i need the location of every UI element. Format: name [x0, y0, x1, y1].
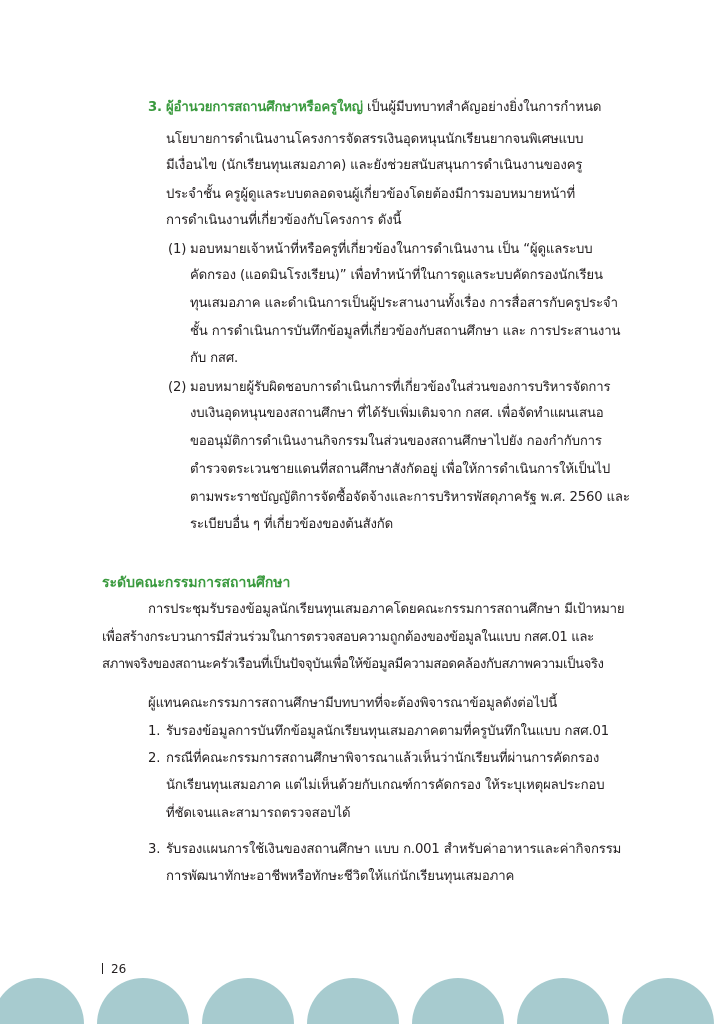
committee-paragraph-line: เพื่อสร้างกระบวนการมีส่วนร่วมในการตรวจสอบความถูกต้องของข้อมูลในแบบ กสศ.01 และ: [102, 630, 594, 645]
page-number-text: 26: [111, 962, 127, 976]
sub-item-2-line: ตำรวจตระเวนชายแดนที่สถานศึกษาสังกัดอยู่ เพื่อให้การดำเนินการให้เป็นไป: [190, 462, 611, 477]
footer-circle: [412, 978, 504, 1024]
list-item-marker: 2.: [148, 751, 161, 766]
section-3-line-3: มีเงื่อนไข (นักเรียนทุนเสมอภาค) และยังช่วยสนับสนุนการดำเนินงานของครู: [166, 158, 583, 173]
footer-circle: [0, 978, 84, 1024]
footer-circle: [517, 978, 609, 1024]
committee-paragraph-line: การประชุมรับรองข้อมูลนักเรียนทุนเสมอภาคโดยคณะกรรมการสถานศึกษา มีเป้าหมาย: [148, 602, 625, 617]
sub-item-2-line: ตามพระราชบัญญัติการจัดซื้อจัดจ้างและการบริหารพัสดุภาครัฐ พ.ศ. 2560 และ: [190, 490, 630, 505]
section-3-line-2: นโยบายการดำเนินงานโครงการจัดสรรเงินอุดหนุนนักเรียนยากจนพิเศษแบบ: [166, 132, 584, 147]
list-item-line: ที่ชัดเจนและสามารถตรวจสอบได้: [166, 806, 351, 821]
sub-item-1-line: มอบหมายเจ้าหน้าที่หรือครูที่เกี่ยวข้องในการดำเนินงาน เป็น “ผู้ดูแลระบบ: [190, 242, 593, 257]
committee-paragraph-line: สภาพจริงของสถานะครัวเรือนที่เป็นปัจจุบันเพื่อให้ข้อมูลมีความสอดคล้องกับสภาพความเป็นจริง: [102, 657, 604, 672]
sub-item-2-line: งบเงินอุดหนุนของสถานศึกษา ที่ได้รับเพิ่มเติมจาก กสศ. เพื่อจัดทำแผนเสนอ: [190, 406, 604, 421]
page-number-divider: [102, 963, 103, 974]
list-item-marker: 1.: [148, 724, 161, 739]
page-number: [102, 962, 126, 976]
sub-item-1-line: กับ กสศ.: [190, 351, 239, 366]
section-3-title: ผู้อำนวยการสถานศึกษาหรือครูใหญ่: [165, 100, 363, 115]
sub-item-1-marker: (1): [168, 242, 187, 257]
list-item-line: รับรองแผนการใช้เงินของสถานศึกษา แบบ ก.001 สำหรับค่าอาหารและค่ากิจกรรม: [166, 842, 622, 857]
sub-item-1-line: ชั้น การดำเนินการบันทึกข้อมูลที่เกี่ยวข้องกับสถานศึกษา และ การประสานงาน: [190, 324, 621, 339]
sub-item-2-line: ระเบียบอื่น ๆ ที่เกี่ยวข้องของต้นสังกัด: [190, 517, 394, 532]
footer-circle: [97, 978, 189, 1024]
sub-item-2-marker: (2): [168, 380, 187, 395]
list-item-line: การพัฒนาทักษะอาชีพหรือทักษะชีวิตให้แก่นักเรียนทุนเสมอภาค: [166, 869, 515, 884]
list-item-marker: 3.: [148, 842, 161, 857]
sub-item-1-line: ทุนเสมอภาค และดำเนินการเป็นผู้ประสานงานทั้งเรื่อง การสื่อสารกับครูประจำ: [190, 296, 618, 311]
footer-circle: [307, 978, 399, 1024]
section-3-number: 3.: [148, 100, 162, 115]
list-item-line: กรณีที่คณะกรรมการสถานศึกษาพิจารณาแล้วเห็นว่านักเรียนที่ผ่านการคัดกรอง: [166, 751, 600, 766]
footer-circle: [622, 978, 714, 1024]
sub-item-1-line: คัดกรอง (แอดมินโรงเรียน)” เพื่อทำหน้าที่ในการดูแลระบบคัดกรองนักเรียน: [190, 268, 603, 283]
section-3-line-1: [148, 100, 601, 116]
list-item-line: นักเรียนทุนเสมอภาค แต่ไม่เห็นด้วยกับเกณฑ์การคัดกรอง ให้ระบุเหตุผลประกอบ: [166, 778, 605, 793]
section-3-line-1-text: เป็นผู้มีบทบาทสำคัญอย่างยิ่งในการกำหนด: [366, 100, 602, 115]
section-3-line-4: ประจำชั้น ครูผู้ดูแลระบบตลอดจนผู้เกี่ยวข้องโดยต้องมีการมอบหมายหน้าที่: [166, 187, 576, 202]
committee-intro: ผู้แทนคณะกรรมการสถานศึกษามีบทบาทที่จะต้องพิจารณาข้อมูลดังต่อไปนี้: [148, 696, 558, 711]
list-item-line: รับรองข้อมูลการบันทึกข้อมูลนักเรียนทุนเสมอภาคตามที่ครูบันทึกในแบบ กสศ.01: [166, 724, 610, 739]
sub-item-2-line: ขออนุมัติการดำเนินงานกิจกรรมในส่วนของสถานศึกษาไปยัง กองกำกับการ: [190, 434, 602, 449]
section-3-line-5: การดำเนินงานที่เกี่ยวข้องกับโครงการ ดังนี้: [166, 213, 402, 228]
footer-decoration: [0, 978, 724, 1024]
footer-circle: [202, 978, 294, 1024]
section-heading: ระดับคณะกรรมการสถานศึกษา: [102, 575, 291, 591]
sub-item-2-line: มอบหมายผู้รับผิดชอบการดำเนินการที่เกี่ยวข้องในส่วนของการบริหารจัดการ: [190, 380, 611, 395]
